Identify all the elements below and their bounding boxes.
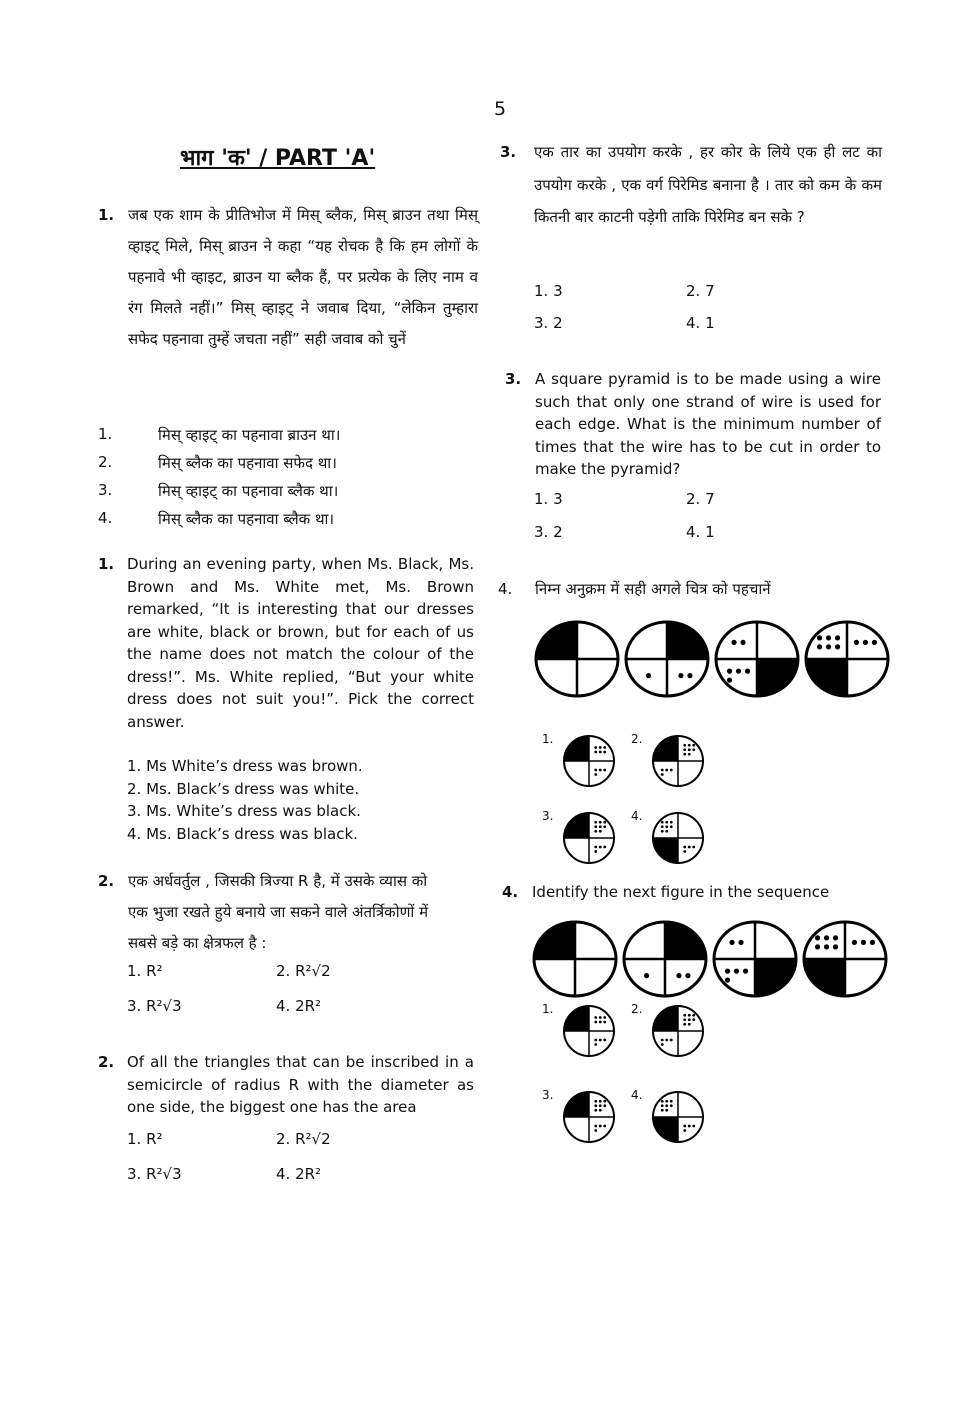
question-text: जब एक शाम के प्रीतिभोज में मिस् ब्लैक, मिस् ब्राउन तथा मिस् व्हाइट् मिले, मिस् ब्राउन ने कहा “यह रोचक है कि हम लोगों के पहनावे भी व्हाइट, ब्राउन या ब्लैक हैं, पर प्रत्येक के लिए नाम व रंग मिलते नहीं।” मिस् व्हाइट् ने जवाब दिया, “लेकिन तुम्हारा सफेद पहनावा तुम्हें जचता नहीं” सही जवाब को चुनें <box>128 206 478 348</box>
answer-figure-1[interactable] <box>562 1004 616 1058</box>
dot <box>661 773 664 776</box>
dot <box>661 830 664 833</box>
dot <box>729 940 734 945</box>
dot <box>594 850 597 853</box>
question-1-english-options <box>127 755 363 845</box>
dot <box>665 821 668 824</box>
dot <box>817 644 822 649</box>
dot <box>603 846 606 849</box>
option[interactable]: मिस् ब्लैक का पहनावा ब्लैक था। <box>158 510 335 528</box>
question-1-hindi <box>98 200 478 355</box>
dot <box>646 673 651 678</box>
question-number: 3. <box>500 143 517 161</box>
dot <box>599 821 602 824</box>
option[interactable]: 3. R²√3 <box>127 1165 182 1183</box>
dot <box>824 944 829 949</box>
dot <box>644 973 649 978</box>
dot <box>815 935 820 940</box>
dot <box>685 973 690 978</box>
option[interactable]: 1. 3 <box>534 490 563 508</box>
question-text: Identify the next figure in the sequence <box>532 883 830 901</box>
dot <box>661 1043 664 1046</box>
question-text: During an evening party, when Ms. Black, Ms. Brown and Ms. White met, Ms. Brown remarked, “It is interesting that our dresses are white, black or brown, but for each of us the name does not match the colour of the dress!”. Ms. White replied, “But your white dress does not suit you!”. Pick the correct answer. <box>127 555 474 731</box>
dot <box>661 1039 664 1042</box>
dot <box>599 830 602 833</box>
question-text: एक तार का उपयोग करके , हर कोर के लिये एक ही लट का उपयोग करके , एक वर्ग पिरेमिड बनाना है । तार को कम के कम कितनी बार काटनी पड़ेगी ताकि पिरेमिड बन सके ? <box>534 143 882 226</box>
question-number: 2. <box>98 1053 115 1071</box>
question-number: 1. <box>98 555 115 573</box>
option[interactable]: 4. 1 <box>686 314 715 332</box>
dot <box>688 744 691 747</box>
dot <box>594 825 597 828</box>
dot <box>670 769 673 772</box>
dot <box>603 821 606 824</box>
dot <box>863 640 868 645</box>
dot <box>870 940 875 945</box>
dot <box>670 821 673 824</box>
dot <box>599 825 602 828</box>
option[interactable]: 2. 7 <box>686 282 715 300</box>
dot <box>835 644 840 649</box>
dot <box>683 1023 686 1026</box>
answer-figure-2[interactable] <box>651 1004 705 1058</box>
dot <box>740 640 745 645</box>
dot <box>665 769 668 772</box>
dot <box>688 846 691 849</box>
dot <box>599 1104 602 1107</box>
dot <box>683 1129 686 1132</box>
dot <box>665 825 668 828</box>
dot <box>661 821 664 824</box>
dot <box>683 1014 686 1017</box>
question-text: निम्न अनुक्रम में सही अगले चित्र को पहचानें <box>535 580 771 598</box>
question-number: 1. <box>98 206 115 224</box>
option[interactable]: 1. R² <box>127 1130 163 1148</box>
dot <box>833 944 838 949</box>
dot <box>594 773 597 776</box>
question-number: 3. <box>505 370 522 388</box>
dot <box>594 846 597 849</box>
dot <box>665 830 668 833</box>
question-4-hindi <box>498 578 878 601</box>
option[interactable]: 1. 3 <box>534 282 563 300</box>
option[interactable]: 3. Ms. White’s dress was black. <box>127 802 361 820</box>
option[interactable]: 2. R²√2 <box>276 962 331 980</box>
dot <box>683 753 686 756</box>
dot <box>594 1100 597 1103</box>
dot <box>594 1021 597 1024</box>
dot <box>872 640 877 645</box>
dot <box>603 1100 606 1103</box>
dot <box>661 1100 664 1103</box>
dot <box>599 1021 602 1024</box>
dot <box>861 940 866 945</box>
dot <box>725 969 730 974</box>
dot <box>692 748 695 751</box>
dot <box>692 1125 695 1128</box>
answer-figure-3[interactable] <box>562 811 616 865</box>
sequence-figure-4 <box>804 620 890 698</box>
option-number[interactable]: 4. <box>98 509 113 527</box>
option[interactable]: मिस् व्हाइट् का पहनावा ब्लैक था। <box>158 482 339 500</box>
dot <box>594 1016 597 1019</box>
question-text: A square pyramid is to be made using a wire such that only one strand of wire is used for each edge. What is the minimum number of times that the wire has to be cut in order to make the pyramid? <box>535 370 881 478</box>
question-number: 4. <box>498 580 513 598</box>
option[interactable]: मिस् व्हाइट् का पहनावा ब्राउन था। <box>158 426 341 444</box>
dot <box>692 1014 695 1017</box>
question-2-hindi <box>98 866 448 959</box>
question-3-hindi <box>500 136 882 234</box>
dot <box>727 678 732 683</box>
dot <box>670 825 673 828</box>
dot <box>683 850 686 853</box>
dot <box>688 753 691 756</box>
dot <box>683 744 686 747</box>
page-number: 5 <box>494 98 507 120</box>
option-number[interactable]: 1. <box>98 425 113 443</box>
question-text: एक अर्धवर्तुल , जिसकी त्रिज्या R है, में उसके व्यास को एक भुजा रखते हुये बनाये जा सकने वाले अंतर्त्रिकोणों में सबसे बड़े का क्षेत्रफल है : <box>128 872 429 952</box>
sequence-figure-3 <box>712 920 798 998</box>
dot <box>603 746 606 749</box>
dot <box>692 744 695 747</box>
dot <box>661 825 664 828</box>
dot <box>594 821 597 824</box>
question-text: Of all the triangles that can be inscribed in a semicircle of radius R with the diameter as one side, the biggest one has the area <box>127 1053 474 1116</box>
option[interactable]: 3. 2 <box>534 523 563 541</box>
dot <box>835 635 840 640</box>
sequence-figure-1 <box>532 920 618 998</box>
sequence-figure-3 <box>714 620 800 698</box>
answer-label: 3. <box>542 809 554 823</box>
dot <box>852 940 857 945</box>
dot <box>603 1104 606 1107</box>
question-1-english <box>98 553 474 733</box>
option[interactable]: 4. 1 <box>686 523 715 541</box>
dot <box>599 1039 602 1042</box>
dot <box>670 1104 673 1107</box>
dot <box>603 1125 606 1128</box>
dot <box>603 1016 606 1019</box>
dot <box>670 1039 673 1042</box>
option[interactable]: 1. R² <box>127 962 163 980</box>
dot <box>670 1100 673 1103</box>
dot <box>665 1104 668 1107</box>
question-number: 4. <box>502 883 519 901</box>
option[interactable]: 2. R²√2 <box>276 1130 331 1148</box>
dot <box>665 1100 668 1103</box>
dot <box>824 935 829 940</box>
dot <box>599 751 602 754</box>
dot <box>725 978 730 983</box>
answer-figure-1[interactable] <box>562 734 616 788</box>
option[interactable]: 4. 2R² <box>276 997 322 1015</box>
answer-figure-4[interactable] <box>651 1090 705 1144</box>
dot <box>734 969 739 974</box>
sequence-figure-1 <box>534 620 620 698</box>
dot <box>731 640 736 645</box>
dot <box>599 1109 602 1112</box>
dot <box>745 669 750 674</box>
dot <box>833 935 838 940</box>
dot <box>661 1109 664 1112</box>
option[interactable]: 2. Ms. Black’s dress was white. <box>127 779 360 798</box>
dot <box>683 748 686 751</box>
dot <box>815 944 820 949</box>
dot <box>594 1109 597 1112</box>
dot <box>594 1125 597 1128</box>
question-2-english <box>98 1051 474 1119</box>
dot <box>676 973 681 978</box>
part-title: भाग 'क' / PART 'A' <box>180 146 376 171</box>
option[interactable]: 1. Ms White’s dress was brown. <box>127 757 363 775</box>
dot <box>594 1039 597 1042</box>
answer-label: 2. <box>631 1002 643 1016</box>
answer-label: 4. <box>631 809 643 823</box>
dot <box>599 1100 602 1103</box>
sequence-figure-2 <box>622 920 708 998</box>
dot <box>688 1125 691 1128</box>
dot <box>736 669 741 674</box>
option[interactable]: 4. Ms. Black’s dress was black. <box>127 824 358 843</box>
dot <box>683 1018 686 1021</box>
dot <box>688 1014 691 1017</box>
dot <box>692 1018 695 1021</box>
dot <box>603 769 606 772</box>
option[interactable]: 2. 7 <box>686 490 715 508</box>
answer-label: 2. <box>631 732 643 746</box>
option-number[interactable]: 3. <box>98 481 113 499</box>
dot <box>683 1125 686 1128</box>
dot <box>687 673 692 678</box>
dot <box>738 940 743 945</box>
sequence-figure-2 <box>624 620 710 698</box>
dot <box>594 1043 597 1046</box>
dot <box>727 669 732 674</box>
answer-figure-3[interactable] <box>562 1090 616 1144</box>
question-3-english <box>505 368 881 481</box>
dot <box>665 1039 668 1042</box>
question-4-english <box>502 881 882 904</box>
option[interactable]: मिस् ब्लैक का पहनावा सफेद था। <box>158 454 337 472</box>
answer-label: 1. <box>542 1002 554 1016</box>
dot <box>683 846 686 849</box>
dot <box>599 846 602 849</box>
answer-figure-2[interactable] <box>651 734 705 788</box>
dot <box>599 769 602 772</box>
dot <box>594 1129 597 1132</box>
option[interactable]: 4. 2R² <box>276 1165 322 1183</box>
answer-figure-4[interactable] <box>651 811 705 865</box>
dot <box>743 969 748 974</box>
dot <box>599 746 602 749</box>
dot <box>603 1021 606 1024</box>
answer-label: 1. <box>542 732 554 746</box>
dot <box>594 830 597 833</box>
dot <box>603 1039 606 1042</box>
dot <box>603 751 606 754</box>
dot <box>826 644 831 649</box>
dot <box>599 1016 602 1019</box>
dot <box>599 1125 602 1128</box>
dot <box>661 1104 664 1107</box>
dot <box>817 635 822 640</box>
dot <box>594 746 597 749</box>
dot <box>692 846 695 849</box>
dot <box>678 673 683 678</box>
dot <box>688 1023 691 1026</box>
option-number[interactable]: 2. <box>98 453 113 471</box>
answer-label: 3. <box>542 1088 554 1102</box>
dot <box>594 1104 597 1107</box>
dot <box>826 635 831 640</box>
dot <box>603 825 606 828</box>
dot <box>688 1018 691 1021</box>
answer-label: 4. <box>631 1088 643 1102</box>
dot <box>665 1109 668 1112</box>
dot <box>594 751 597 754</box>
dot <box>594 769 597 772</box>
dot <box>661 769 664 772</box>
option[interactable]: 3. 2 <box>534 314 563 332</box>
question-number: 2. <box>98 872 115 890</box>
dot <box>854 640 859 645</box>
dot <box>688 748 691 751</box>
sequence-figure-4 <box>802 920 888 998</box>
option[interactable]: 3. R²√3 <box>127 997 182 1015</box>
